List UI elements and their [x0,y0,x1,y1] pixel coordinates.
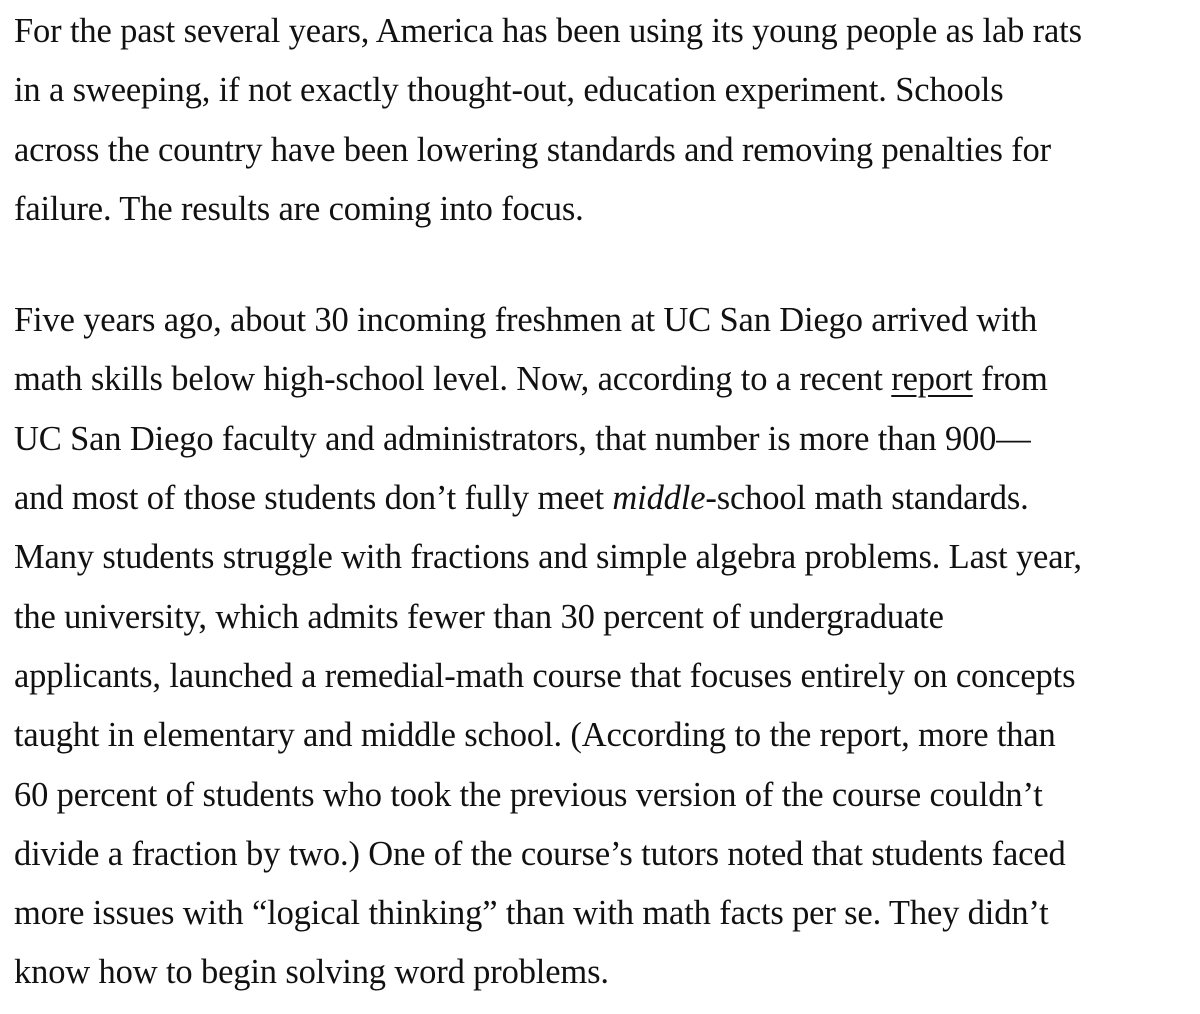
text-line: divide a fraction by two.) One of the course’s tutors noted that students faced [14,834,1066,873]
text-line-with-emphasis [14,469,1200,528]
article-body [14,2,1200,1003]
text-line: taught in elementary and middle school. (According to the report, more than [14,716,1056,755]
text-line: failure. The results are coming into focus. [14,189,584,228]
emphasis-middle: middle [612,479,706,518]
text-line: For the past several years, America has been using its young people as lab rats [14,12,1082,50]
text-segment: -school math standards. [705,479,1029,518]
text-line: UC San Diego faculty and administrators, that number is more than 900— [14,419,1031,458]
text-line: the university, which admits fewer than 30 percent of undergraduate [14,597,944,636]
text-segment: math skills below high-school level. Now, according to a recent [14,360,892,399]
text-segment: and most of those students don’t fully meet [14,479,613,518]
text-line: know how to begin solving word problems. [14,953,609,992]
text-line: 60 percent of students who took the previous version of the course couldn’t [14,775,1043,814]
text-line: in a sweeping, if not exactly thought-out, education experiment. Schools [14,71,1004,110]
text-line: across the country have been lowering standards and removing penalties for [14,130,1051,169]
text-line: Many students struggle with fractions and simple algebra problems. Last year, [14,538,1082,577]
text-segment: from [972,360,1048,399]
text-line-with-link [14,350,1200,409]
text-line: more issues with “logical thinking” than with math facts per se. They didn’t [14,894,1049,933]
paragraph-intro [14,2,1200,239]
text-line: applicants, launched a remedial-math course that focuses entirely on concepts [14,656,1076,695]
paragraph-ucsd-math [14,291,1200,1003]
text-line: Five years ago, about 30 incoming freshmen at UC San Diego arrived with [14,301,1038,340]
report-link[interactable]: report [891,360,973,399]
